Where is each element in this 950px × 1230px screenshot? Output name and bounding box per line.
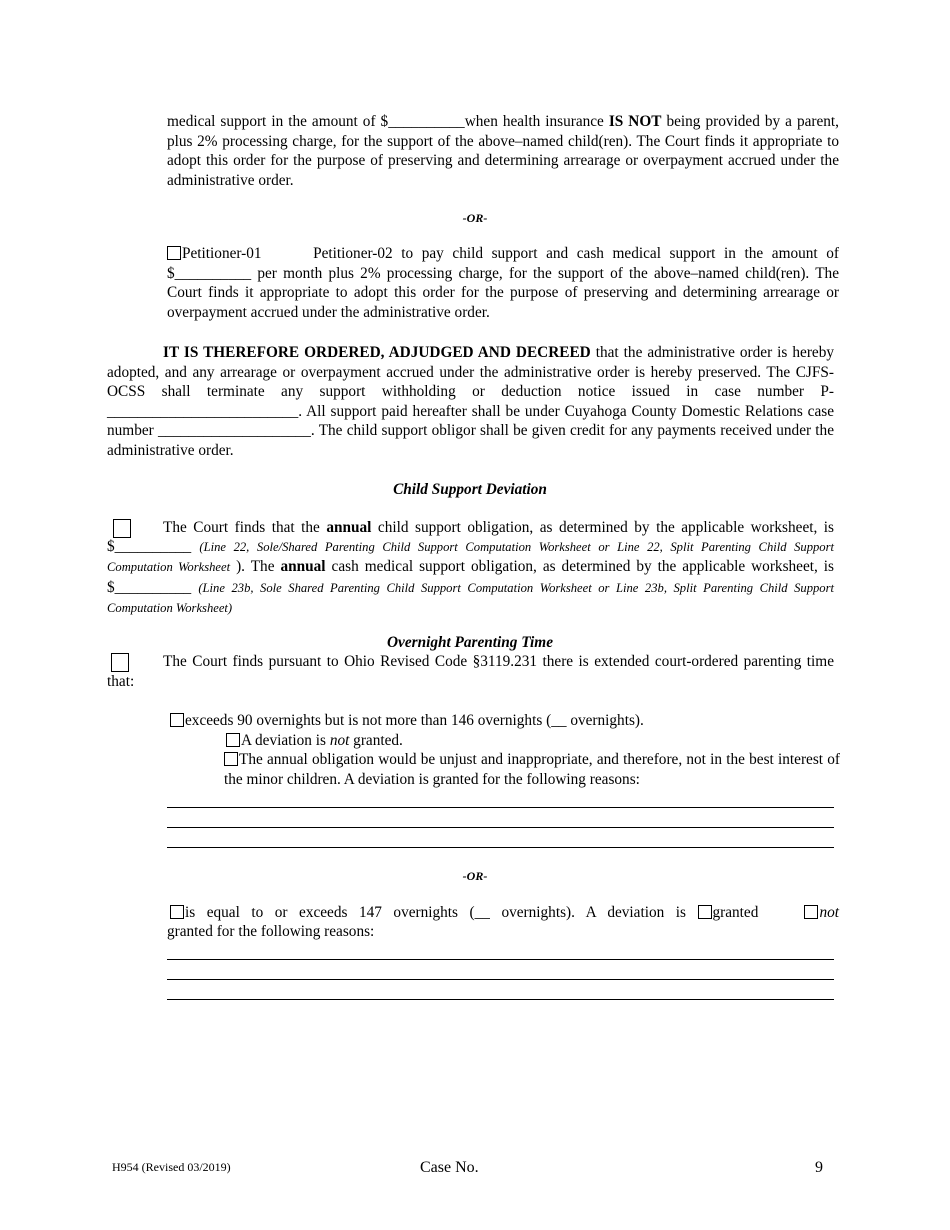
domestic-relations-case-blank[interactable]: ____________________ bbox=[157, 422, 311, 440]
support-amount-blank[interactable]: __________ bbox=[174, 264, 252, 282]
page-number: 9 bbox=[815, 1159, 823, 1176]
or-divider: -OR- bbox=[462, 869, 488, 883]
option-90-146-checkbox[interactable] bbox=[170, 713, 184, 727]
medical-support-paragraph: medical support in the amount of $__________when health insurance IS NOT being provided by a parent, plus 2% processing charge, for the support of the above–named child(ren). The Court finds it appropriate to adopt this order for the purpose of preserving and determining arrearage or overpayment accrued under the administrative order. bbox=[167, 113, 839, 189]
overnight-parenting-heading: Overnight Parenting Time bbox=[386, 634, 553, 651]
ordered-paragraph: IT IS THEREFORE ORDERED, ADJUDGED AND DECREED that the administrative order is hereby adopted, and any arrearage or overpayment accrued under the administrative order is hereby preserved. The CJFS-OCSS shall terminate any support withholding or deduction notice issued in case number P-_________________________. All support paid hereafter shall be under Cuyahoga County Domestic Relations case number ____________________. The child support obligor shall be given credit for any payments received under the administrative order. bbox=[107, 344, 834, 459]
deviation-granted-option: The annual obligation would be unjust and inappropriate, and therefore, not in the best interest of the minor children. A deviation is granted for the following reasons: bbox=[224, 751, 840, 788]
reason-line[interactable] bbox=[167, 847, 834, 848]
overnight-paragraph: The Court finds pursuant to Ohio Revised Code §3119.231 there is extended court-ordered parenting time that: bbox=[107, 653, 834, 690]
reason-line[interactable] bbox=[167, 827, 834, 828]
granted-checkbox[interactable] bbox=[698, 905, 712, 919]
option-147: is equal to or exceeds 147 overnights (__ overnights). A deviation is granted not bbox=[170, 903, 839, 923]
not-granted-checkbox[interactable] bbox=[804, 905, 818, 919]
form-number: H954 (Revised 03/2019) bbox=[112, 1160, 231, 1174]
reason-line[interactable] bbox=[167, 999, 834, 1000]
annual-obligation-blank[interactable]: __________ bbox=[114, 538, 192, 556]
option-90-146: exceeds 90 overnights but is not more than 146 overnights (__ overnights). bbox=[170, 711, 840, 731]
medical-support-amount-blank[interactable]: __________ bbox=[388, 113, 465, 130]
reason-line[interactable] bbox=[167, 807, 834, 808]
or-divider: -OR- bbox=[462, 211, 488, 225]
case-number-label: Case No. bbox=[420, 1159, 479, 1176]
cash-medical-obligation-blank[interactable]: __________ bbox=[114, 578, 192, 596]
reason-line[interactable] bbox=[167, 979, 834, 980]
option-147-checkbox[interactable] bbox=[170, 905, 184, 919]
deviation-paragraph: The Court finds that the annual child support obligation, as determined by the applicable worksheet, is $__________ (Line 22, Sole/Shared Parenting Child Support Computation Worksheet or Line 22, Split Parenting Child Support Computation Worksheet ). The annual cash medical support obligation, as determined by the applicable worksheet, is $__________ (Line 23b, Sole Shared Parenting Child Support Computation Worksheet or Line 23b, Split Parenting Child Support Computation Worksheet) bbox=[107, 519, 835, 615]
child-support-deviation-heading: Child Support Deviation bbox=[393, 481, 547, 498]
petitioner-01-checkbox[interactable] bbox=[167, 246, 181, 260]
case-number-p-blank[interactable]: _________________________ bbox=[107, 402, 299, 420]
deviation-not-granted-option: A deviation is not granted. bbox=[226, 731, 840, 751]
petitioner-support-paragraph: Petitioner-01 Petitioner-02 to pay child support and cash medical support in the amount of $__________ per month plus 2% processing charge, for the support of the above–named child(ren). The Court finds it appropriate to adopt this order for the purpose of preserving and determining arrearage or overpayment accrued under the administrative order. bbox=[167, 245, 839, 321]
deviation-not-granted-checkbox[interactable] bbox=[226, 733, 240, 747]
option-147-continued: granted for the following reasons: bbox=[167, 923, 375, 940]
reason-line[interactable] bbox=[167, 959, 834, 960]
deviation-granted-checkbox[interactable] bbox=[224, 752, 238, 766]
